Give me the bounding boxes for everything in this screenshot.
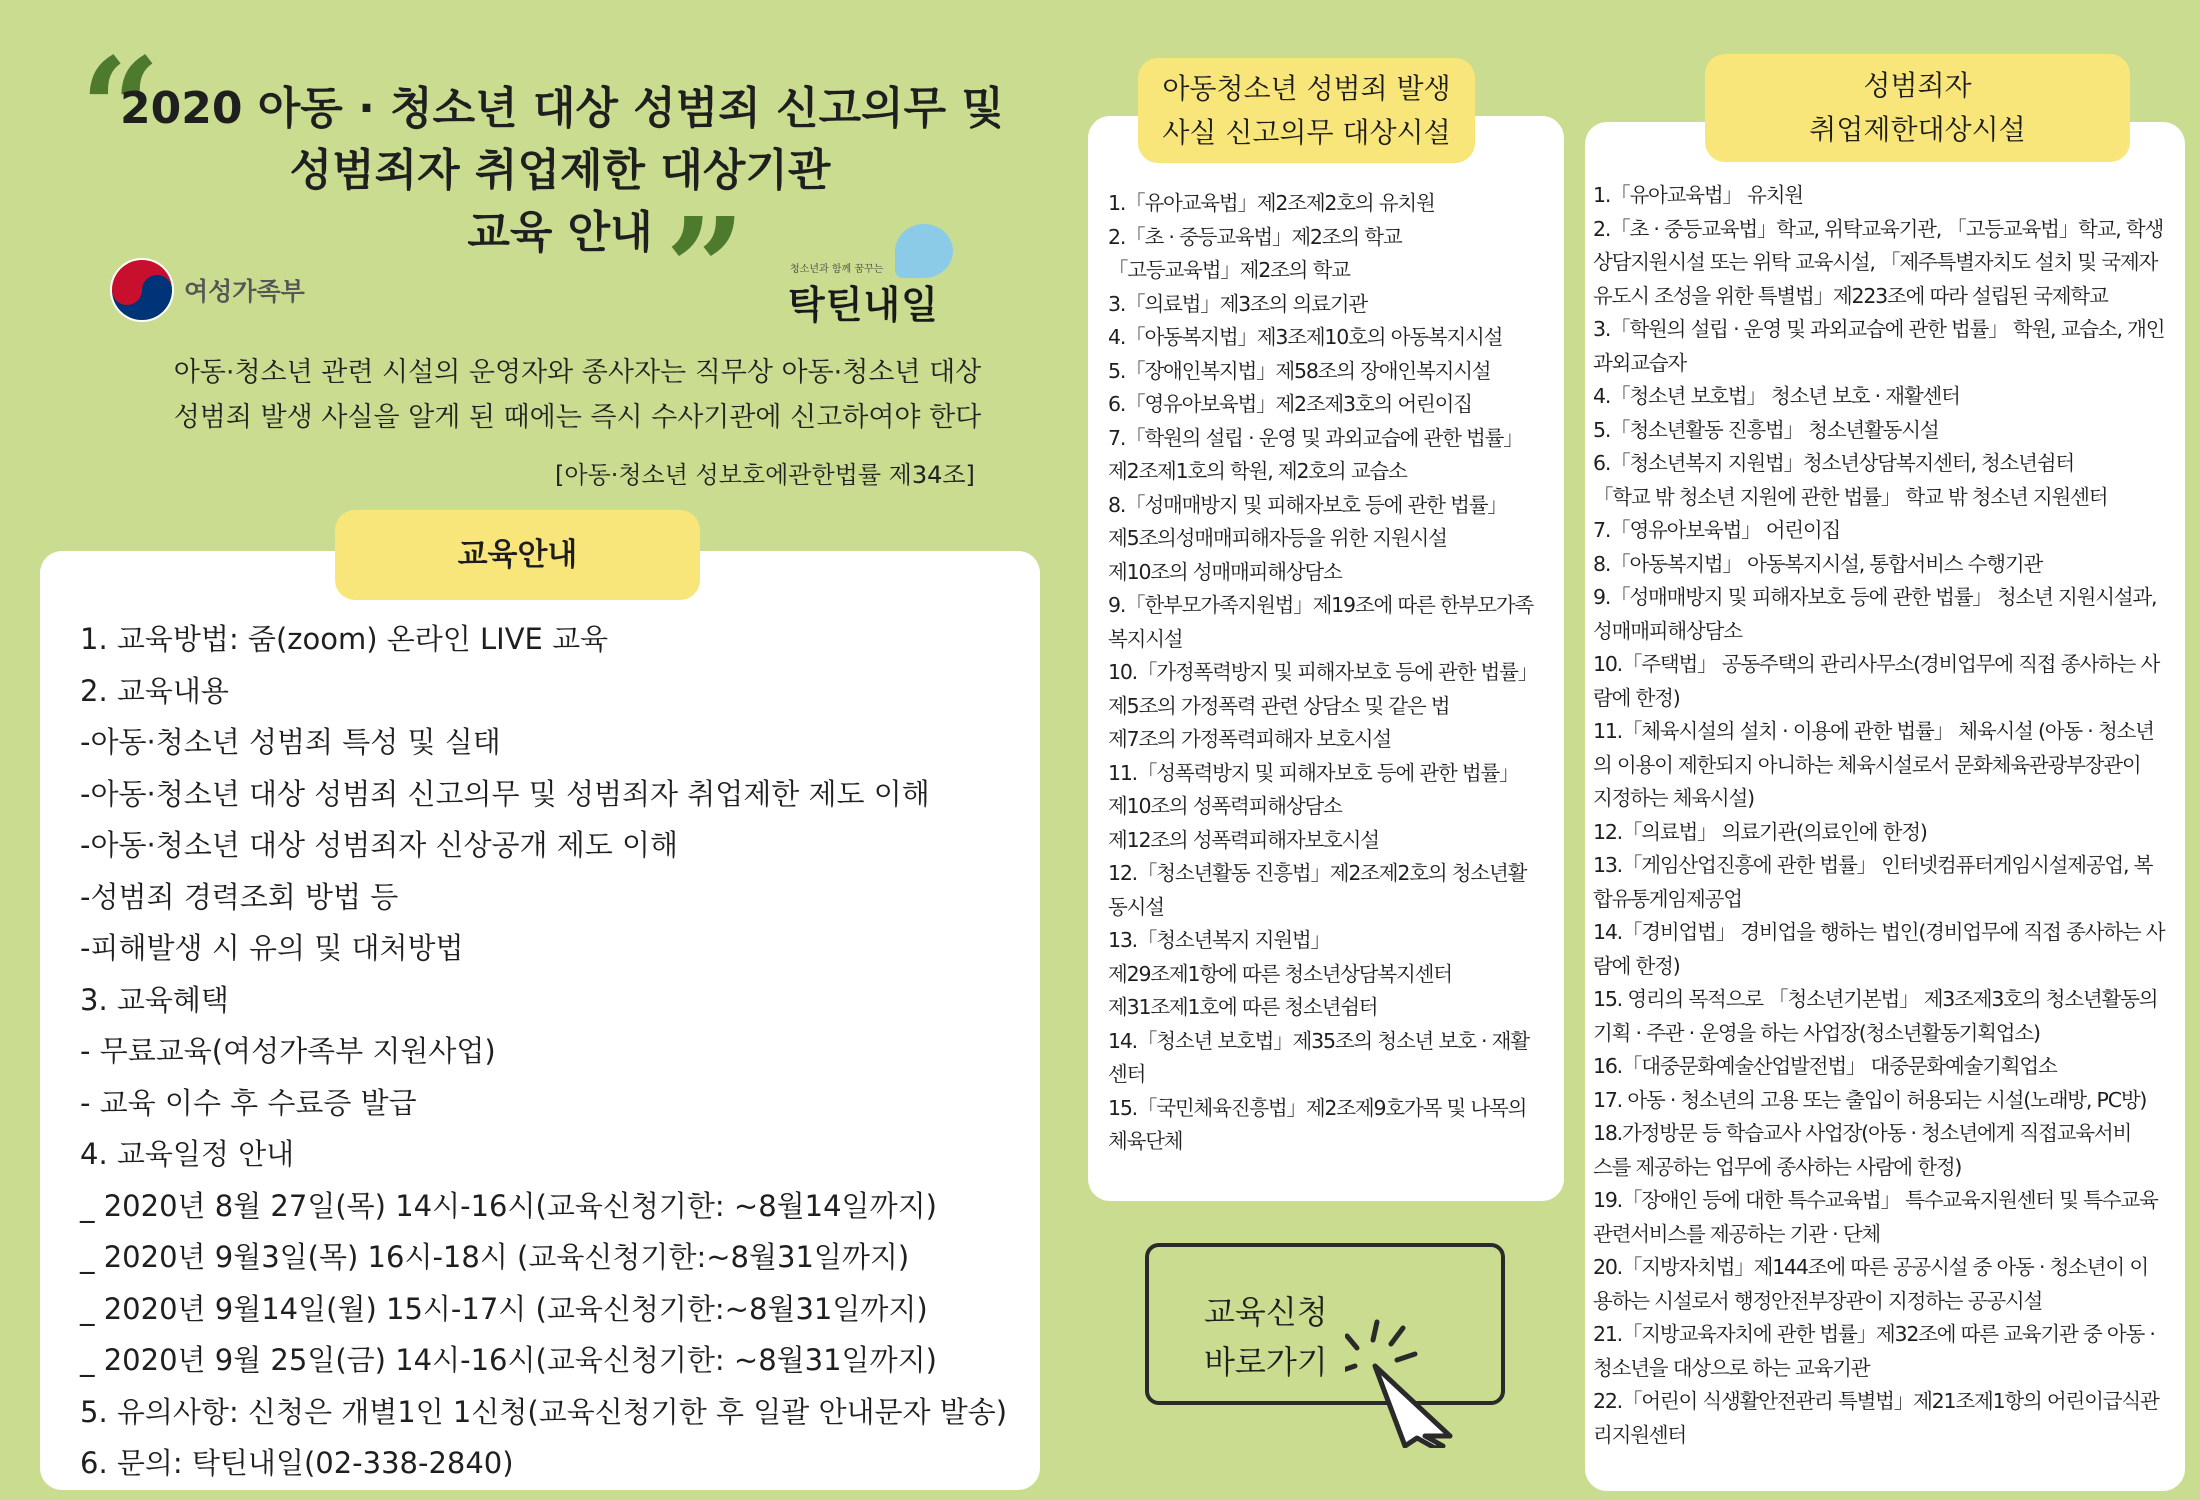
employment-limit-line: 관련서비스를 제공하는 기관 · 단체 (1593, 1221, 1881, 1246)
employment-limit-line: 「학교 밖 청소년 지원에 관한 법률」 학교 밖 청소년 지원센터 (1593, 484, 2108, 509)
employment-limit-line: 16.「대중문화예술산업발전법」 대중문화예술기획업소 (1593, 1054, 2057, 1078)
employment-limit-line: 22.「어린이 식생활안전관리 특별법」제21조제1항의 어린이급식관 (1593, 1389, 2159, 1413)
education-item: 3. 교육혜택 (80, 982, 229, 1017)
education-item: 4. 교육일정 안내 (80, 1137, 295, 1171)
report-duty-line: 제7조의 가정폭력피해자 보호시설 (1108, 727, 1391, 751)
education-list (80, 614, 1020, 1490)
apply-button-label (1204, 1287, 1328, 1387)
report-duty-line: 5.「장애인복지법」제58조의 장애인복지시설 (1108, 358, 1491, 383)
report-duty-line: 6.「영유아보육법」제2조제3호의 어린이집 (1108, 392, 1472, 416)
report-duty-line: 2.「초 · 중등교육법」제2조의 학교 (1108, 224, 1402, 249)
employment-limit-line: 리지원센터 (1593, 1422, 1687, 1447)
employment-limit-line: 성매매피해상담소 (1593, 618, 1742, 643)
report-duty-line: 센터 (1108, 1062, 1146, 1086)
taegeuk-emblem-icon (110, 258, 174, 322)
report-duty-line: 4.「아동복지법」제3조제10호의 아동복지시설 (1108, 325, 1503, 349)
education-item: -아동·청소년 대상 성범죄자 신상공개 제도 이해 (80, 828, 679, 862)
employment-limit-line: 18.가정방문 등 학습교사 사업장(아동 · 청소년에게 직접교육서비 (1593, 1121, 2132, 1145)
intro-line: 아동·청소년 관련 시설의 운영자와 종사자는 직무상 아동·청소년 대상 (173, 357, 982, 388)
report-duty-line: 14.「청소년 보호법」제35조의 청소년 보호 · 재활 (1108, 1028, 1529, 1053)
report-duty-line: 제5조의 가정폭력 관련 상담소 및 같은 법 (1108, 693, 1450, 718)
employment-limit-line: 12.「의료법」 의료기관(의료인에 한정) (1593, 819, 1927, 844)
employment-limit-line: 17. 아동 · 청소년의 고용 또는 출입이 허용되는 시설(노래방, PC방) (1593, 1087, 2147, 1112)
label-line: 취업제한대상시설 (1809, 113, 2026, 146)
employment-limit-line: 11.「체육시설의 설치 · 이용에 관한 법률」 체육시설 (아동 · 청소년 (1593, 719, 2154, 743)
education-item: -피해발생 시 유의 및 대처방법 (80, 931, 464, 965)
employment-limit-line: 청소년을 대상으로 하는 교육기관 (1593, 1355, 1870, 1380)
report-duty-line: 복지시설 (1108, 626, 1183, 651)
label-line: 성범죄자 (1863, 69, 1972, 102)
report-duty-line: 제29조제1항에 따른 청소년상담복지센터 (1108, 961, 1452, 986)
report-duty-label (1138, 58, 1475, 163)
apply-line: 바로가기 (1204, 1343, 1328, 1381)
title-line: 교육 안내 (467, 207, 653, 258)
report-duty-line: 9.「한부모가족지원법」제19조에 따른 한부모가족 (1108, 593, 1533, 617)
education-item: _ 2020년 9월 25일(금) 14시-16시(교육신청기한: ~8월31일까지) (80, 1343, 937, 1377)
employment-limit-line: 8.「아동복지법」 아동복지시설, 통합서비스 수행기관 (1593, 551, 2043, 576)
education-item: -성범죄 경력조회 방법 등 (80, 879, 399, 914)
report-duty-line: 「고등교육법」제2조의 학교 (1108, 258, 1350, 282)
law-reference: [아동·청소년 성보호에관한법률 제34조] (555, 461, 975, 489)
education-item: _ 2020년 9월3일(목) 16시-18시 (교육신청기한:~8월31일까지) (80, 1240, 910, 1274)
open-quote-mark: “ (80, 28, 161, 192)
report-duty-line: 제12조의 성폭력피해자보호시설 (1108, 827, 1379, 852)
report-duty-line: 제31조제1호에 따른 청소년쉼터 (1108, 995, 1378, 1019)
report-duty-line: 11.「성폭력방지 및 피해자보호 등에 관한 법률」 (1108, 760, 1519, 785)
employment-limit-line: 유도시 조성을 위한 특별법」제223조에 따라 설립된 국제학교 (1593, 283, 2108, 308)
report-duty-line: 제10조의 성매매피해상담소 (1108, 559, 1342, 584)
report-duty-line: 8.「성매매방지 및 피해자보호 등에 관한 법률」 (1108, 492, 1507, 517)
employment-limit-line: 6.「청소년복지 지원법」청소년상담복지센터, 청소년쉼터 (1593, 451, 2074, 475)
education-item: 2. 교육내용 (80, 673, 229, 708)
title-line: 2020 아동 · 청소년 대상 성범죄 신고의무 및 (120, 83, 1004, 134)
employment-limit-line: 21.「지방교육자치에 관한 법률」제32조에 따른 교육기관 중 아동 · (1593, 1322, 2155, 1346)
taktin-tagline: 청소년과 함께 꿈꾸는 (790, 264, 884, 275)
employment-limit-line: 지정하는 체육시설) (1593, 786, 1754, 810)
report-duty-line: 3.「의료법」제3조의 의료기관 (1108, 291, 1367, 316)
employment-limit-line: 용하는 시설로서 행정안전부장관이 지정하는 공공시설 (1593, 1288, 2043, 1313)
speech-bubble-icon (895, 224, 953, 278)
education-item: -아동·청소년 대상 성범죄 신고의무 및 성범죄자 취업제한 제도 이해 (80, 776, 930, 811)
employment-limit-line: 10.「주택법」 공동주택의 관리사무소(경비업무에 직접 종사하는 사 (1593, 652, 2160, 676)
close-quote-mark: ” (665, 188, 746, 352)
education-item: _ 2020년 8월 27일(목) 14시-16시(교육신청기한: ~8월14일까지) (80, 1188, 937, 1223)
mogef-logo (110, 258, 305, 322)
education-item: 1. 교육방법: 줌(zoom) 온라인 LIVE 교육 (80, 622, 609, 656)
label-line: 아동청소년 성범죄 발생 (1162, 71, 1451, 105)
report-duty-line: 동시설 (1108, 894, 1164, 919)
employment-limit-line: 3.「학원의 설립 · 운영 및 과외교습에 관한 법률」 학원, 교습소, 개인 (1593, 317, 2165, 341)
report-duty-line: 10.「가정폭력방지 및 피해자보호 등에 관한 법률」 (1108, 660, 1538, 684)
employment-limit-label (1705, 54, 2130, 162)
employment-limit-line: 람에 한정) (1593, 685, 1680, 710)
report-duty-line: 13.「청소년복지 지원법」 (1108, 928, 1330, 952)
education-label: 교육안내 (335, 510, 700, 600)
employment-limit-line: 15. 영리의 목적으로 「청소년기본법」 제3조제3호의 청소년활동의 (1593, 987, 2158, 1011)
mogef-logo-text: 여성가족부 (184, 277, 305, 306)
employment-limit-line: 합유통게임제공업 (1593, 886, 1742, 911)
employment-limit-line: 9.「성매매방지 및 피해자보호 등에 관한 법률」 청소년 지원시설과, (1593, 585, 2157, 609)
intro-text (140, 350, 1015, 440)
report-duty-line: 제5조의성매매피해자등을 위한 지원시설 (1108, 526, 1447, 550)
employment-limit-line: 1.「유아교육법」 유치원 (1593, 183, 1803, 207)
report-duty-line: 15.「국민체육진흥법」제2조제9호가목 및 나목의 (1108, 1095, 1527, 1120)
employment-limit-line: 2.「초 · 중등교육법」학교, 위탁교육기관, 「고등교육법」학교, 학생 (1593, 216, 2164, 241)
report-duty-line: 1.「유아교육법」제2조제2호의 유치원 (1108, 191, 1435, 215)
employment-limit-line: 상담지원시설 또는 위탁 교육시설, 「제주특별자치도 설치 및 국제자 (1593, 250, 2158, 274)
employment-limit-line: 람에 한정) (1593, 953, 1680, 978)
report-duty-line: 체육단체 (1108, 1129, 1183, 1153)
education-item: 6. 문의: 탁틴내일(02-338-2840) (80, 1446, 514, 1480)
employment-limit-list (1593, 179, 2183, 1452)
employment-limit-line: 의 이용이 제한되지 아니하는 체육시설로서 문화체육관광부장관이 (1593, 752, 2141, 777)
report-duty-line: 7.「학원의 설립 · 운영 및 과외교습에 관한 법률」 (1108, 425, 1523, 450)
report-duty-line: 제10조의 성폭력피해상담소 (1108, 794, 1342, 818)
employment-limit-line: 기획 · 주관 · 운영을 하는 사업장(청소년활동기획업소) (1593, 1020, 2040, 1045)
label-line: 사실 신고의무 대상시설 (1162, 115, 1451, 149)
employment-limit-line: 4.「청소년 보호법」 청소년 보호 · 재활센터 (1593, 384, 1960, 408)
report-duty-line: 12.「청소년활동 진흥법」제2조제2호의 청소년활 (1108, 861, 1527, 885)
employment-limit-line: 7.「영유아보육법」 어린이집 (1593, 518, 1841, 542)
employment-limit-line: 스를 제공하는 업무에 종사하는 사람에 한정) (1593, 1154, 1962, 1179)
taktin-logo (780, 222, 960, 327)
click-cursor-icon (1345, 1318, 1495, 1448)
report-duty-list (1108, 187, 1558, 1159)
report-duty-line: 제2조제1호의 학원, 제2호의 교습소 (1108, 459, 1407, 483)
intro-line: 성범죄 발생 사실을 알게 된 때에는 즉시 수사기관에 신고하여야 한다 (173, 402, 982, 433)
education-item: - 무료교육(여성가족부 지원사업) (80, 1034, 496, 1068)
education-item: -아동·청소년 성범죄 특성 및 실태 (80, 725, 501, 759)
education-item: 5. 유의사항: 신청은 개별1인 1신청(교육신청기한 후 일괄 안내문자 발송) (80, 1394, 1008, 1429)
employment-limit-line: 14.「경비업법」 경비업을 행하는 법인(경비업무에 직접 종사하는 사 (1593, 920, 2165, 944)
employment-limit-line: 20.「지방자치법」제144조에 따른 공공시설 중 아동 · 청소년이 이 (1593, 1255, 2148, 1279)
apply-line: 교육신청 (1204, 1293, 1328, 1331)
taktin-logo-text: 탁틴내일 (788, 283, 939, 327)
education-item: _ 2020년 9월14일(월) 15시-17시 (교육신청기한:~8월31일까지) (80, 1291, 928, 1326)
employment-limit-line: 5.「청소년활동 진흥법」 청소년활동시설 (1593, 417, 1939, 442)
employment-limit-line: 19.「장애인 등에 대한 특수교육법」 특수교육지원센터 및 특수교육 (1593, 1188, 2158, 1212)
title-line: 성범죄자 취업제한 대상기관 (289, 145, 831, 196)
employment-limit-line: 과외교습자 (1593, 350, 1687, 375)
education-item: - 교육 이수 후 수료증 발급 (80, 1085, 417, 1120)
employment-limit-line: 13.「게임산업진흥에 관한 법률」 인터넷컴퓨터게임시설제공업, 복 (1593, 853, 2153, 877)
